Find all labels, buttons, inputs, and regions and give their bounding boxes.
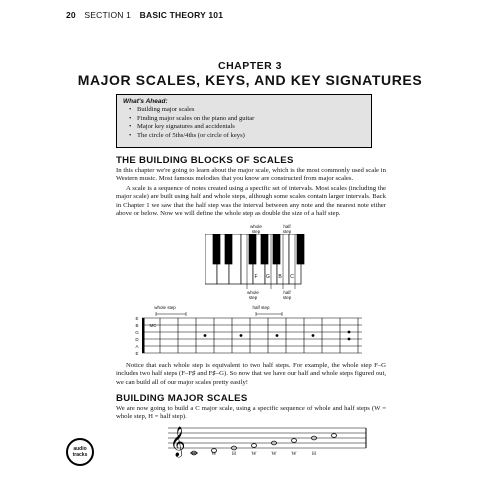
whole-step-label: whole step: [250, 224, 262, 234]
step-label: W: [251, 451, 257, 457]
key-label-g: G: [266, 274, 270, 280]
paragraph: In this chapter we're going to learn about the major scale, which is the most commonly used scale in Western music. Most famous melodies that you know are constructed from major scales.: [116, 167, 386, 183]
section-label: SECTION 1: [84, 10, 132, 20]
string-name: D: [135, 337, 139, 342]
audio-label: audio: [73, 446, 87, 452]
whats-ahead-box: [116, 94, 372, 148]
whats-ahead-title: What's Ahead:: [123, 98, 168, 105]
whole-step-label: whole step: [247, 290, 259, 300]
paragraph: We are now going to build a C major scale, using a specific sequence of whole and half steps (W = whole step, H = half step).: [116, 405, 386, 421]
list-item: • Finding major scales on the piano and guitar: [137, 115, 365, 124]
fretboard-marker: MC: [149, 323, 157, 328]
string-name: A: [135, 344, 139, 349]
half-step-label: half step: [282, 290, 292, 300]
audio-label: tracks: [72, 452, 88, 458]
section-heading: THE BUILDING BLOCKS OF SCALES: [116, 155, 294, 166]
section-heading: BUILDING MAJOR SCALES: [116, 393, 248, 404]
list-item: • Major key signatures and accidentals: [137, 123, 365, 132]
list-item: • Building major scales: [137, 106, 365, 115]
running-header: [66, 10, 223, 20]
step-label: W: [191, 451, 197, 457]
key-label-c: C: [290, 274, 294, 280]
page-number: 20: [66, 10, 76, 20]
piano-keyboard-diagram: [205, 234, 305, 292]
chapter-number: CHAPTER 3: [217, 60, 282, 72]
guitar-fretboard-diagram: [142, 310, 364, 360]
list-item: • The circle of 5ths/4ths (or circle of keys): [137, 132, 365, 141]
string-name: B: [135, 323, 139, 328]
paragraph: A scale is a sequence of notes created using a specific set of intervals. Most scales (including the major scale) are built using half and whole steps, although some scales contain larger intervals. Back in Chapter 1 we saw that the half step was the interval between any note and the nearest note either above or below. Now we will define the whole step as double the size of a half step.: [116, 185, 386, 218]
step-label: H: [232, 451, 236, 457]
step-label: W: [291, 451, 297, 457]
treble-clef-icon: 𝄞: [170, 427, 186, 457]
chapter-title: MAJOR SCALES, KEYS, AND KEY SIGNATURES: [77, 72, 423, 88]
whole-step-label: whole step: [154, 305, 176, 310]
string-name: G: [135, 330, 139, 335]
paragraph: Notice that each whole step is equivalent to two half steps. For example, the whole step F–G includes two half steps (F–F♯ and F♯–G). So now that we have our half and whole steps figured out, we can build all of our major scales pretty easily!: [116, 362, 386, 386]
key-label-f: F: [254, 274, 258, 280]
string-name: E: [135, 316, 139, 321]
step-label: W: [211, 451, 217, 457]
half-step-label: half step: [252, 305, 270, 310]
half-step-label: half step: [282, 224, 292, 234]
key-label-b: B: [278, 274, 282, 280]
step-label: H: [312, 451, 316, 457]
audio-tracks-icon: [66, 438, 94, 466]
string-name: E: [135, 351, 139, 356]
step-label: W: [271, 451, 277, 457]
whats-ahead-list: [137, 106, 365, 140]
section-title: BASIC THEORY 101: [139, 10, 224, 20]
